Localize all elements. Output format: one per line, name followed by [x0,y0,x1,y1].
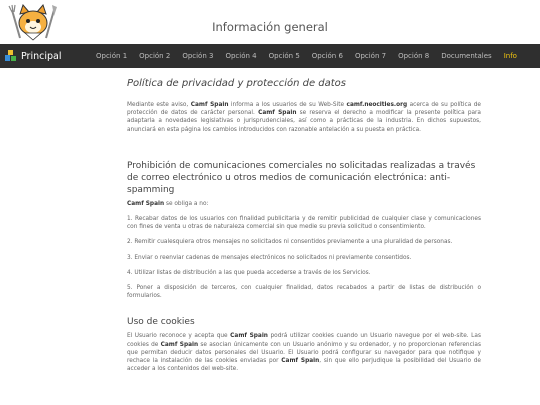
page-title: Información general [212,20,328,34]
brand-link[interactable] [0,44,90,68]
nav-item-info[interactable]: Info [503,52,517,60]
privacy-paragraph: Mediante este aviso, Camf Spain informa a los usuarios de su Web-Site camf.neocities.org acerca de su política de protección de datos de carácter personal. Camf Spain se reserva el derecho a modificar la presente política para adaptarla a novedades legislativas o jurisprudenciales, así como a prácticas de la industria. En dichos supuestos, anunciará en esta página los cambios introducidos con razonable antelación a su puesta en práctica. [127,102,481,133]
anti-spam-item-3: 3. Enviar o reenviar cadenas de mensajes electrónicos no solicitados ni previamente consentidos. [127,254,412,261]
anti-spam-item-4: 4. Utilizar listas de distribución a las que pueda accederse a través de los Servicios. [127,269,371,276]
navbar [0,44,540,68]
nav-item-opcion-1[interactable]: Opción 1 [96,52,128,60]
anti-spam-item-5: 5. Poner a disposición de terceros, con cualquier finalidad, datos recabados a partir de listas de distribución o formularios. [127,285,481,300]
privacy-title: Política de privacidad y protección de datos [127,78,347,89]
nav-menu [90,44,523,68]
nav-item-opcion-6[interactable]: Opción 6 [311,52,343,60]
brand-label: Principal [21,50,62,62]
nav-item-opcion-2[interactable]: Opción 2 [139,52,171,60]
nav-item-opcion-4[interactable]: Opción 4 [225,52,257,60]
cookies-title: Uso de cookies [127,317,195,328]
anti-spam-item-2: 2. Remitir cualesquiera otros mensajes no solicitados ni consentidos previamente a una pluralidad de personas. [127,239,453,246]
nav-item-documentales[interactable]: Documentales [441,52,492,60]
page-header [0,0,540,44]
nav-item-opcion-8[interactable]: Opción 8 [398,52,430,60]
nav-item-opcion-3[interactable]: Opción 3 [182,52,214,60]
nav-item-opcion-7[interactable]: Opción 7 [354,52,387,60]
anti-spam-title: Prohibición de comunicaciones comerciales no solicitadas realizadas a través de correo electrónico u otros medios de comunicación electrónica: anti-spamming [127,160,476,195]
cookies-paragraph: El Usuario reconoce y acepta que Camf Spain podrá utilizar cookies cuando un Usuario navegue por el web-site. Las cookies de Camf Spain se asocian únicamente con un Usuario anónimo y su ordenador, y no proporcionan referencias que permitan deducir datos personales del Usuario. El Usuario podrá configurar su navegador para que notifique y rechace la instalación de las cookies enviadas por Camf Spain, sin que ello perjudique la posibilidad del Usuario de acceder a los contenidos del web-site. [127,333,481,373]
nav-item-opcion-5[interactable]: Opción 5 [268,52,300,60]
blocks-icon [5,50,17,62]
anti-spam-item-1: 1. Recabar datos de los usuarios con finalidad publicitaria y de remitir publicidad de cualquier clase y comunicaciones con fines de venta u otras de naturaleza comercial sin que medie su previa solicitud o consentimiento. [127,216,481,231]
anti-spam-intro: Camf Spain se obliga a no: [127,200,209,207]
main-content [127,78,481,373]
